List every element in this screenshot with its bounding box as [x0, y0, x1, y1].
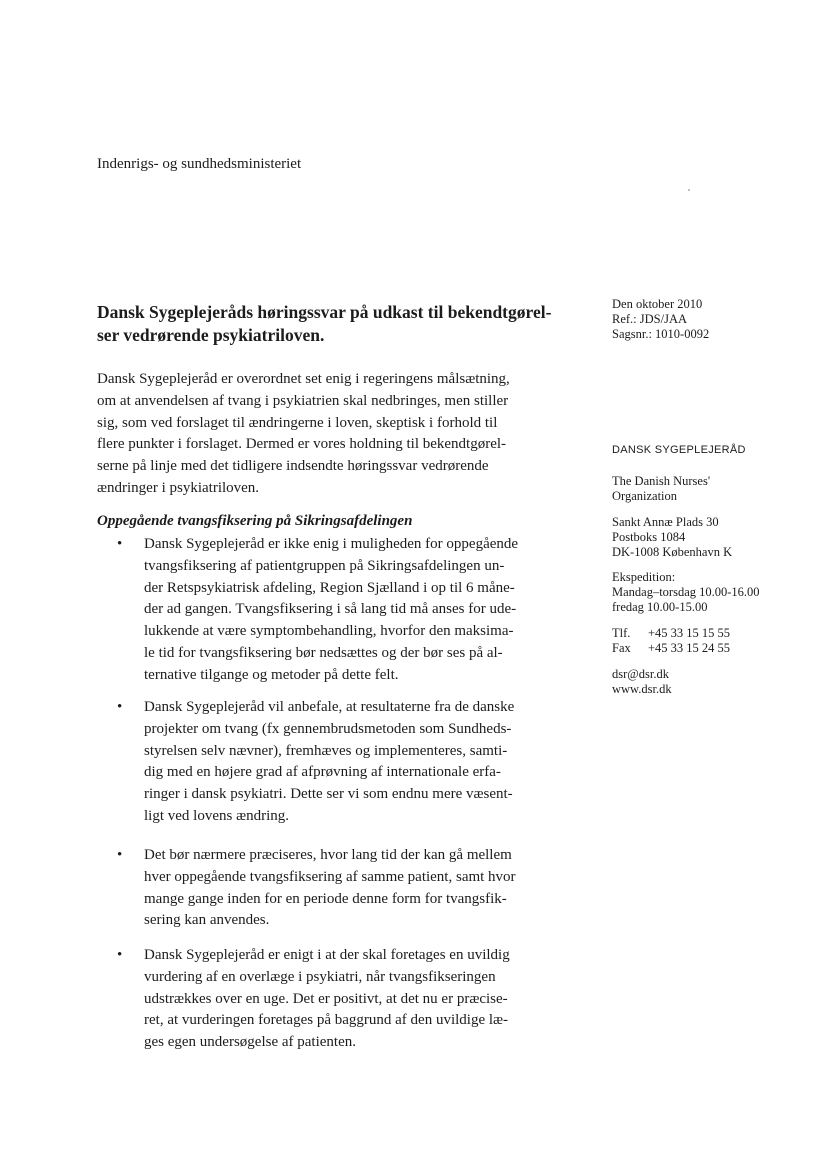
- intro-line: flere punkter i forslaget. Dermed er vores holdning til bekendtgørel-: [97, 436, 507, 453]
- bullet-line: ret, at vurderingen foretages på baggrund af den uvildige læ-: [144, 1012, 509, 1029]
- bullet-marker: •: [117, 847, 123, 863]
- reference: Ref.: JDS/JAA: [612, 312, 688, 326]
- bullet-line: Dansk Sygeplejeråd er enigt i at der skal foretages en uvildig: [144, 947, 510, 963]
- bullet-line: udstrækkes over en uge. Det er positivt, at det nu er præcise-: [144, 990, 508, 1007]
- email: dsr@dsr.dk: [612, 667, 670, 681]
- bullet-marker: •: [117, 699, 123, 715]
- bullet-marker: •: [117, 947, 123, 963]
- letter-date: Den oktober 2010: [612, 297, 703, 311]
- bullet-line: der ad gangen. Tvangsfiksering i så lang tid må anses for ude-: [144, 601, 517, 618]
- bullet-paragraph: [144, 534, 576, 687]
- bullet-paragraph: [144, 697, 576, 828]
- fax-label: Fax: [612, 641, 631, 655]
- document-title: [97, 301, 587, 347]
- bullet-line: ligt ved lovens ændring.: [144, 807, 289, 824]
- bullet-line: tvangsfiksering af patientgruppen på Sikringsafdelingen un-: [144, 557, 505, 574]
- bullet-line: Det bør nærmere præciseres, hvor lang tid der kan gå mellem: [144, 847, 512, 863]
- title-line: Dansk Sygeplejeråds høringssvar på udkast til bekendtgørel-: [97, 302, 552, 322]
- scan-speck: [688, 189, 690, 191]
- online-contact: [612, 667, 812, 697]
- bullet-line: lukkende at være symptombehandling, hvorfor den maksima-: [144, 623, 514, 640]
- bullet-line: ringer i dansk psykiatri. Dette ser vi som endnu mere væsent-: [144, 786, 513, 803]
- address-block: [612, 515, 812, 560]
- bullet-line: der Retspsykiatrisk afdeling, Region Sjælland i op til 6 måne-: [144, 579, 515, 596]
- intro-line: Dansk Sygeplejeråd er overordnet set enig i regeringens målsætning,: [97, 371, 510, 387]
- opening-hours: [612, 570, 812, 615]
- recipient: Indenrigs- og sundhedsministeriet: [97, 156, 302, 172]
- fax-row: [612, 641, 812, 656]
- bullet-line: ges egen undersøgelse af patienten.: [144, 1034, 356, 1051]
- address-line: Postboks 1084: [612, 530, 686, 544]
- title-line: ser vedrørende psykiatriloven.: [97, 325, 325, 345]
- bullet-paragraph: [144, 945, 576, 1054]
- fax-number: +45 33 15 24 55: [648, 641, 731, 655]
- intro-line: serne på linje med det tidligere indsendte høringssvar vedrørende: [97, 458, 489, 475]
- phone-number: +45 33 15 15 55: [648, 626, 731, 640]
- phone-label: Tlf.: [612, 626, 631, 640]
- hours-line: fredag 10.00-15.00: [612, 600, 708, 614]
- bullet-marker: •: [117, 536, 123, 552]
- bullet-line: le tid for tvangsfiksering bør nedsættes og der bør ses på al-: [144, 644, 503, 661]
- bullet-paragraph: [144, 845, 576, 932]
- case-number: Sagsnr.: 1010-0092: [612, 327, 710, 341]
- address-line: Sankt Annæ Plads 30: [612, 515, 719, 529]
- reference-block: [612, 297, 812, 342]
- bullet-line: Dansk Sygeplejeråd er ikke enig i muligheden for oppegående: [144, 536, 519, 552]
- organization-english-name: [612, 474, 812, 504]
- bullet-line: projekter om tvang (fx gennembrudsmetoden som Sundheds-: [144, 720, 512, 737]
- intro-line: om at anvendelsen af tvang i psykiatrien skal nedbringes, men stiller: [97, 392, 509, 409]
- contact-numbers: [612, 626, 812, 656]
- intro-line: ændringer i psykiatriloven.: [97, 479, 260, 496]
- bullet-line: ternative tilgange og metoder på dette felt.: [144, 666, 399, 683]
- bullet-line: sering kan anvendes.: [144, 912, 270, 929]
- bullet-line: vurdering af en overlæge i psykiatri, når tvangsfikseringen: [144, 968, 496, 985]
- bullet-line: mange gange inden for en periode denne form for tvangsfik-: [144, 890, 507, 907]
- website: www.dsr.dk: [612, 682, 672, 696]
- intro-paragraph: [97, 369, 569, 500]
- english-name-line: Organization: [612, 489, 678, 503]
- bullet-line: hver oppegående tvangsfiksering af samme patient, samt hvor: [144, 868, 516, 885]
- intro-line: sig, som ved forslaget til ændringerne i loven, skeptisk i forhold til: [97, 414, 498, 431]
- english-name-line: The Danish Nurses': [612, 474, 711, 488]
- address-line: DK-1008 København K: [612, 545, 733, 559]
- organization-name: DANSK SYGEPLEJERÅD: [612, 444, 746, 456]
- bullet-line: dig med en højere grad af afprøvning af internationale erfa-: [144, 764, 501, 781]
- hours-line: Mandag–torsdag 10.00-16.00: [612, 585, 760, 599]
- section-heading: Oppegående tvangsfiksering på Sikringsafdelingen: [97, 513, 413, 529]
- phone-row: [612, 626, 812, 641]
- bullet-line: Dansk Sygeplejeråd vil anbefale, at resultaterne fra de danske: [144, 699, 515, 715]
- bullet-line: styrelsen selv nævner), fremhæves og implementeres, samti-: [144, 742, 508, 759]
- hours-line: Ekspedition:: [612, 570, 676, 584]
